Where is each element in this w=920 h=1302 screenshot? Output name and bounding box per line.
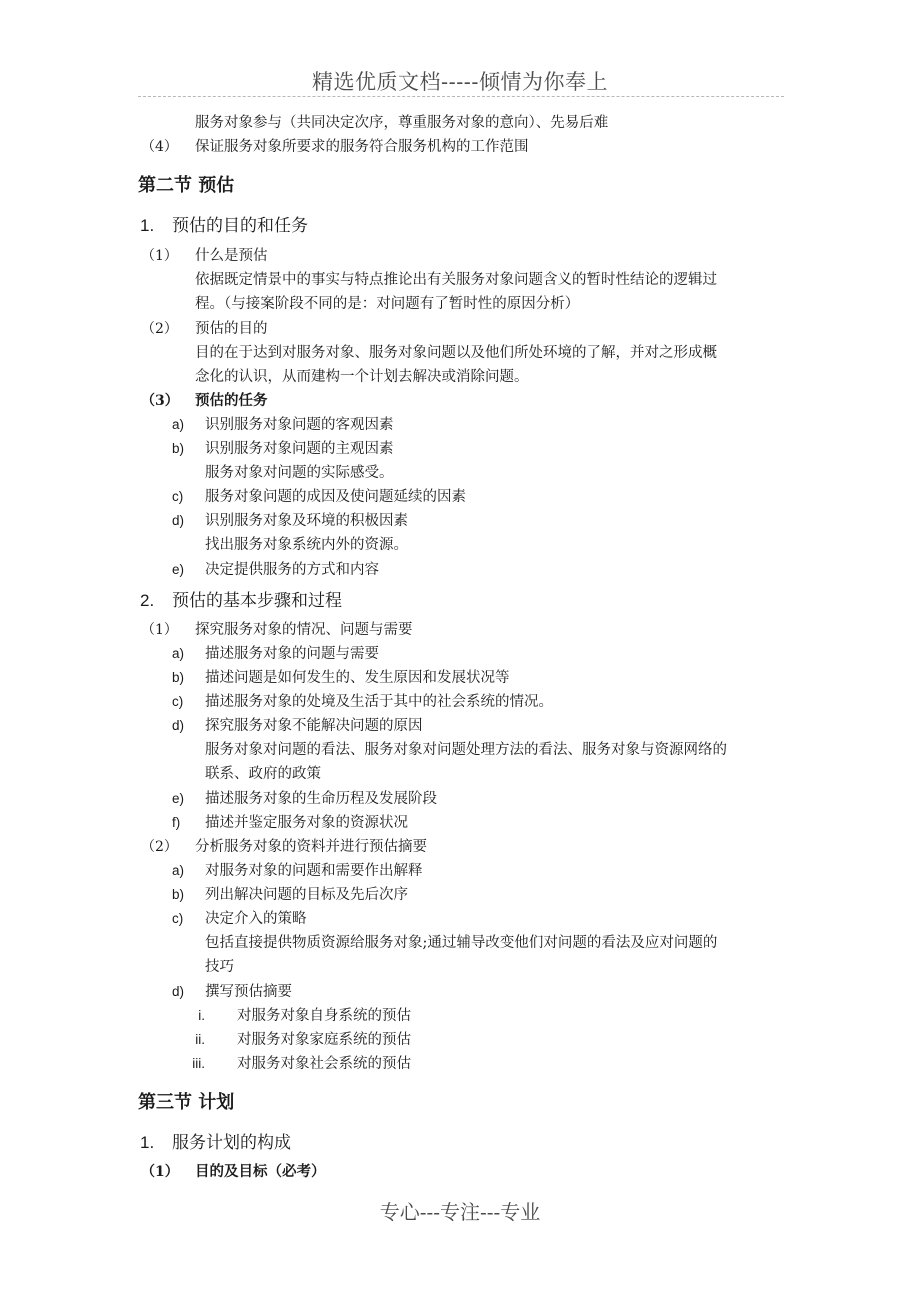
list-item: 描述服务对象的生命历程及发展阶段 [205,791,437,807]
item-marker: a) [172,417,185,432]
item-marker: f) [172,815,181,830]
item-marker: （2） [141,321,178,337]
item-title: 预估的目的 [195,321,268,337]
heading-number: 2. [140,591,155,610]
item-marker: d) [172,984,185,999]
list-item: 决定介入的策略 [205,911,307,927]
item-marker: c) [172,911,184,926]
item-marker: a) [172,863,185,878]
text-line: 包括直接提供物质资源给服务对象;通过辅导改变他们对问题的看法及应对问题的 [205,935,718,951]
text-line: 联系、政府的政策 [205,766,321,782]
list-item: 描述问题是如何发生的、发生原因和发展状况等 [205,670,510,686]
item-marker: d) [172,513,185,528]
list-item: 撰写预估摘要 [205,984,292,1000]
list-item: 探究服务对象不能解决问题的原因 [205,718,423,734]
section-heading: 第二节 预估 [138,175,235,196]
item-title: 分析服务对象的资料并进行预估摘要 [195,839,427,855]
text-line: 服务对象对问题的实际感受。 [205,465,394,481]
text-line: 服务对象参与（共同决定次序，尊重服务对象的意向）、先易后难 [195,115,609,131]
item-marker: ii. [195,1032,205,1047]
text-line: 服务对象对问题的看法、服务对象对问题处理方法的看法、服务对象与资源网络的 [205,742,727,758]
item-marker: b) [172,441,185,456]
item-marker: （2） [141,839,178,855]
list-item: 对服务对象自身系统的预估 [237,1008,411,1024]
item-marker: e) [172,791,185,806]
item-marker: （1） [141,1164,179,1180]
list-item: 描述服务对象的问题与需要 [205,646,379,662]
list-item: 服务对象问题的成因及使问题延续的因素 [205,489,466,505]
text-line: 找出服务对象系统内外的资源。 [205,537,408,553]
item-marker: b) [172,670,185,685]
item-marker: b) [172,887,185,902]
text-line: 技巧 [205,959,234,975]
list-item: 识别服务对象及环境的积极因素 [205,513,408,529]
item-marker: （4） [141,139,178,155]
item-marker: iii. [192,1056,205,1071]
item-marker: c) [172,694,184,709]
text-line: 保证服务对象所要求的服务符合服务机构的工作范围 [195,139,529,155]
list-item: 对服务对象家庭系统的预估 [237,1032,411,1048]
item-marker: c) [172,489,184,504]
section-heading: 第三节 计划 [138,1092,235,1113]
page-header: 精选优质文档-----倾情为你奉上 [312,70,608,94]
subsection-heading: 预估的目的和任务 [172,216,308,236]
item-marker: a) [172,646,185,661]
text-line: 目的在于达到对服务对象、服务对象问题以及他们所处环境的了解，并对之形成概 [195,345,717,361]
item-marker: （3） [141,393,179,409]
list-item: 决定提供服务的方式和内容 [205,562,379,578]
item-title: 目的及目标（必考） [195,1163,326,1180]
item-marker: d) [172,718,185,733]
item-marker: （1） [141,622,178,638]
text-line: 念化的认识，从而建构一个计划去解决或消除问题。 [195,369,529,385]
list-item: 描述并鉴定服务对象的资源状况 [205,815,408,831]
list-item: 描述服务对象的处境及生活于其中的社会系统的情况。 [205,694,553,710]
text-line: 依据既定情景中的事实与特点推论出有关服务对象问题含义的暂时性结论的逻辑过 [195,272,717,288]
list-item: 识别服务对象问题的主观因素 [205,441,394,457]
item-marker: i. [198,1008,205,1023]
heading-number: 1. [140,1133,155,1152]
heading-number: 1. [140,216,155,235]
list-item: 识别服务对象问题的客观因素 [205,417,394,433]
list-item: 对服务对象社会系统的预估 [237,1056,411,1072]
list-item: 对服务对象的问题和需要作出解释 [205,863,423,879]
text-line: 程。（与接案阶段不同的是：对问题有了暂时性的原因分析） [195,296,580,312]
list-item: 列出解决问题的目标及先后次序 [205,887,408,903]
header-divider [138,96,784,97]
item-title: 探究服务对象的情况、问题与需要 [195,622,413,638]
subsection-heading: 服务计划的构成 [172,1133,291,1153]
item-title: 什么是预估 [195,248,268,264]
subsection-heading: 预估的基本步骤和过程 [172,591,342,611]
item-marker: （1） [141,248,178,264]
item-marker: e) [172,562,185,577]
page-footer: 专心---专注---专业 [379,1200,541,1224]
item-title: 预估的任务 [195,392,268,409]
